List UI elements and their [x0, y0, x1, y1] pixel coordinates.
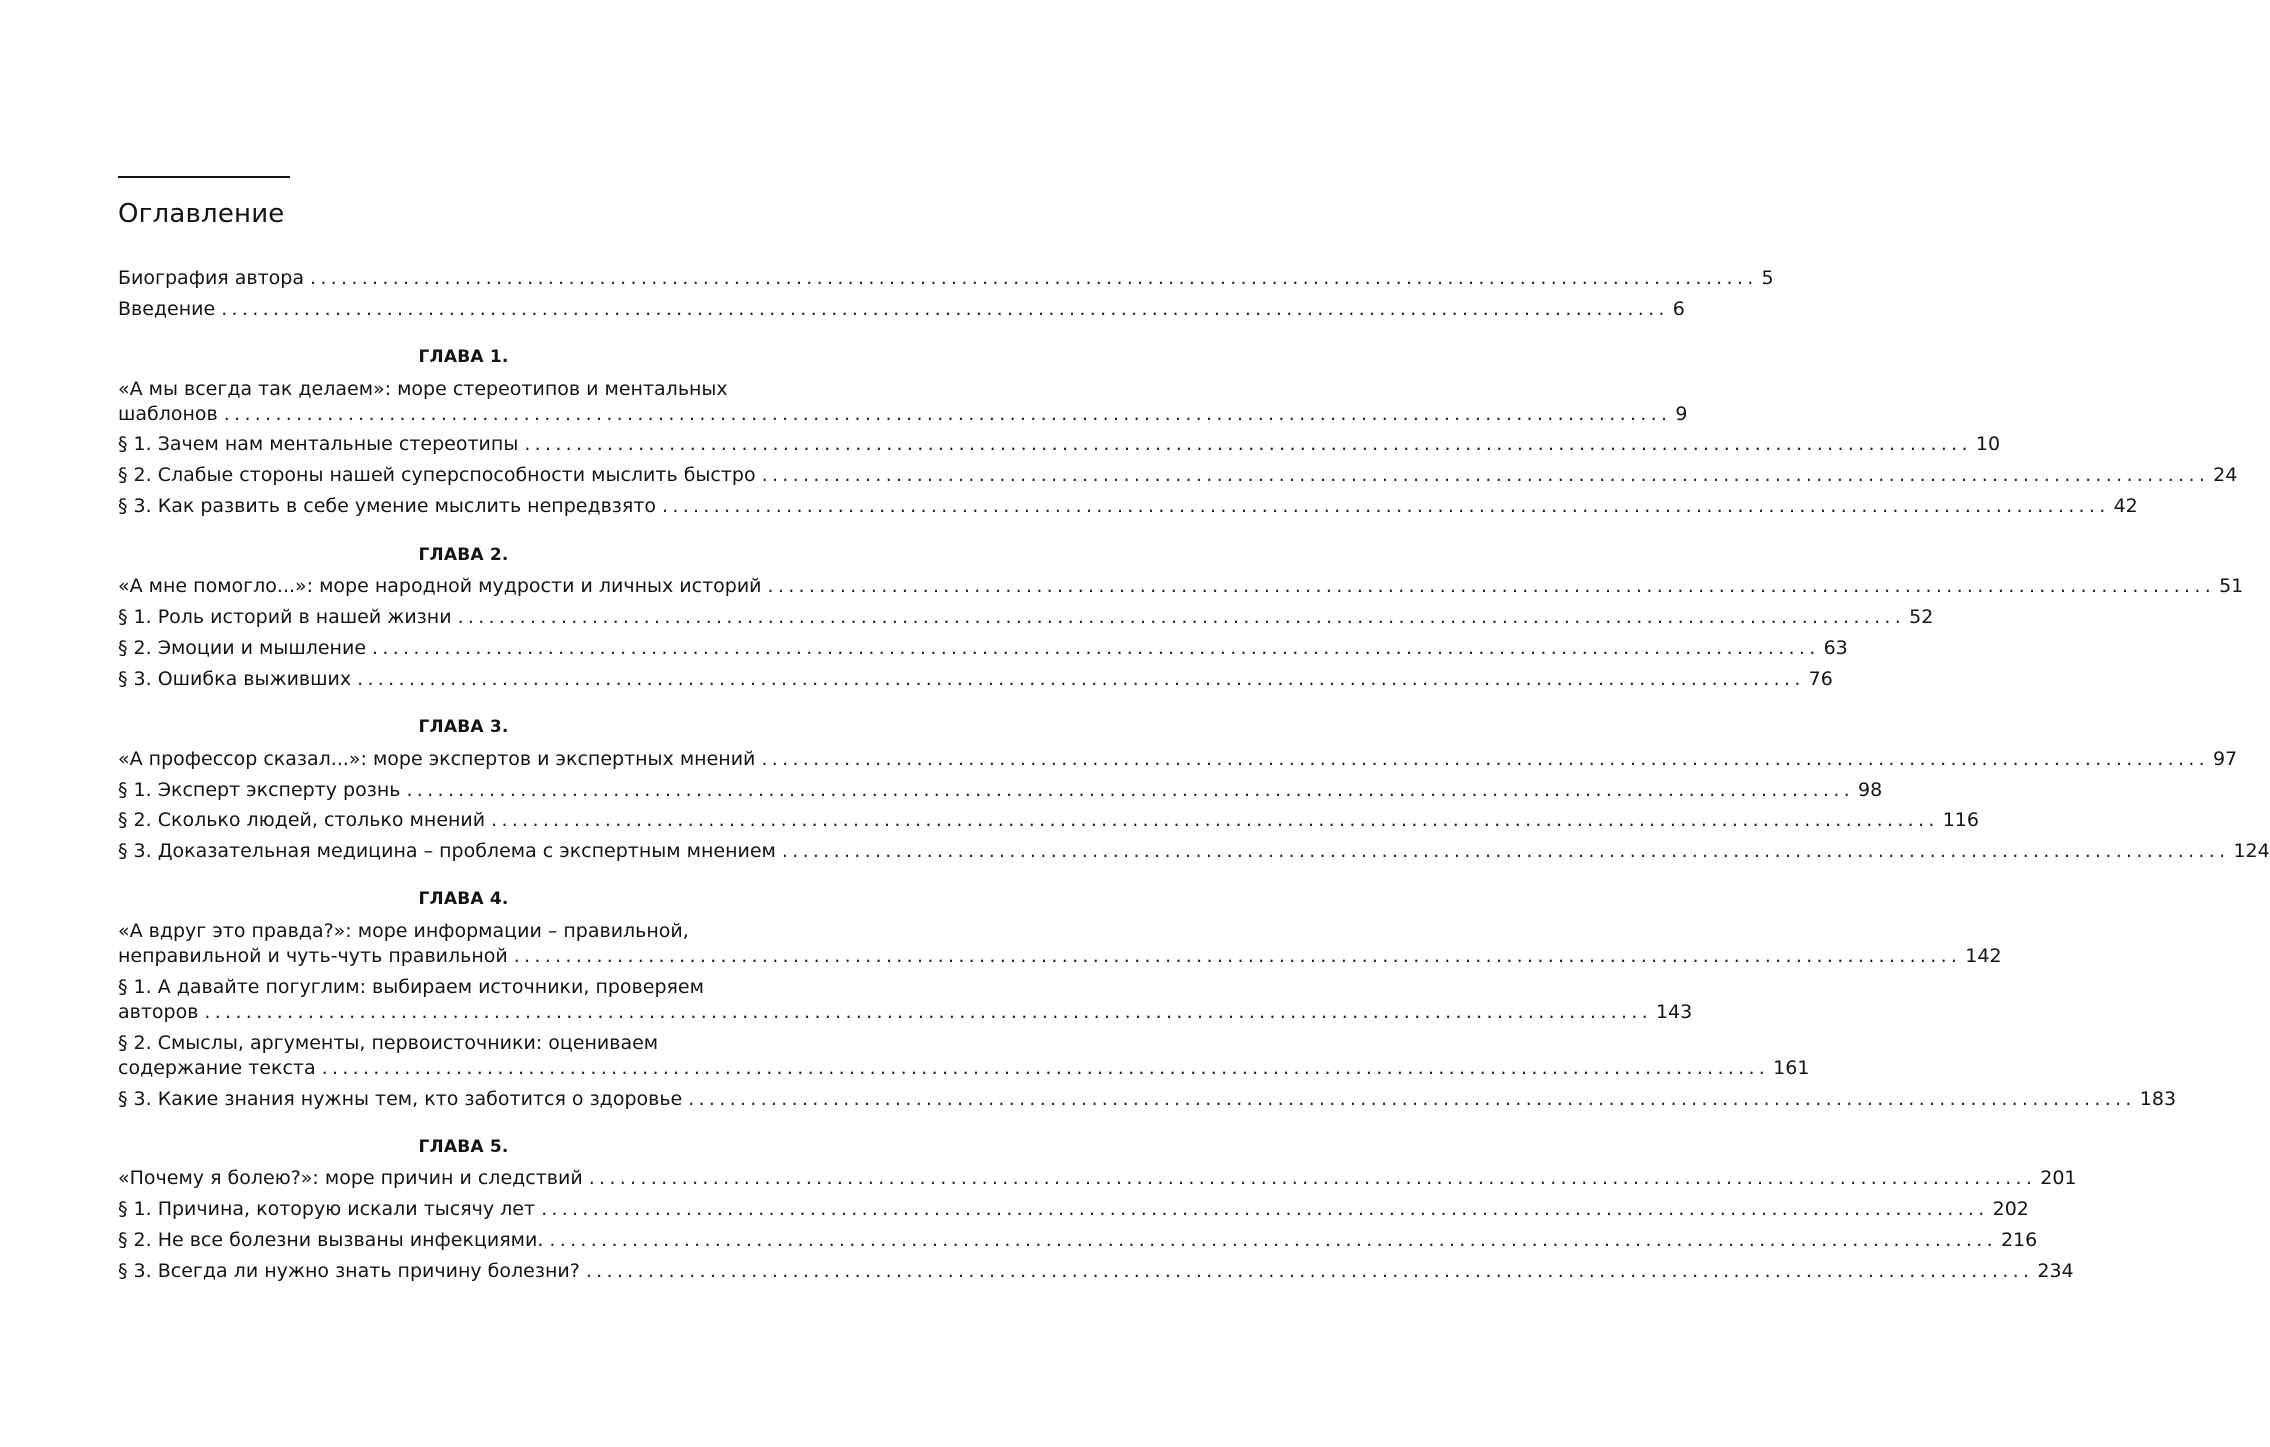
- toc-entry[interactable]: [118, 667, 1833, 692]
- page-title: Оглавление: [118, 199, 285, 229]
- toc-entry-title: Биография автора: [118, 267, 304, 289]
- toc-entry[interactable]: [118, 494, 2138, 519]
- dot-leader: ............................................................................................................................................: [588, 1167, 2037, 1189]
- toc-entry-line: [118, 667, 1833, 692]
- dot-leader: ............................................................................................................................................: [767, 575, 2216, 597]
- dot-leader: ............................................................................................................................................: [513, 944, 1962, 967]
- toc-entry[interactable]: [118, 574, 2244, 599]
- toc-entry-line: [118, 1056, 1810, 1081]
- dot-leader: ............................................................................................................................................: [662, 495, 2110, 517]
- dot-leader: ............................................................................................................................................: [491, 809, 1939, 831]
- toc-entry-title: неправильной и чуть-чуть правильной: [118, 944, 508, 967]
- dot-leader: ............................................................................................................................................: [406, 779, 1855, 801]
- dot-leader: ............................................................................................................................................: [688, 1088, 2136, 1110]
- dot-leader: ............................................................................................................................................: [321, 1056, 1770, 1079]
- toc-entry[interactable]: [118, 377, 1688, 427]
- dot-leader: ............................................................................................................................................: [761, 748, 2209, 770]
- page-number: 63: [1823, 637, 1848, 659]
- dot-leader: ............................................................................................................................................: [357, 668, 1805, 690]
- toc-entry[interactable]: [118, 636, 1848, 661]
- page-number: 24: [2213, 464, 2238, 486]
- toc-entry-title: Введение: [118, 298, 216, 320]
- chapter-heading: ГЛАВА 1.: [418, 347, 509, 367]
- dot-leader: ............................................................................................................................................: [221, 298, 1669, 320]
- toc-entry[interactable]: [118, 778, 1883, 803]
- toc-entry-intro[interactable]: [118, 297, 1685, 322]
- page-number: 42: [2113, 495, 2138, 517]
- toc-entry-line: [118, 494, 2138, 519]
- toc-entry-line: [118, 1259, 2074, 1284]
- page-number: 124: [2233, 840, 2270, 862]
- toc-entry-title: § 1. Причина, которую искали тысячу лет: [118, 1198, 536, 1220]
- toc-entry-title: § 3. Какие знания нужны тем, кто заботится о здоровье: [118, 1088, 683, 1110]
- toc-entry[interactable]: [118, 1087, 2177, 1112]
- toc-entry[interactable]: [118, 1228, 2038, 1253]
- page-number: 183: [2139, 1088, 2177, 1110]
- dot-leader: ............................................................................................................................................: [310, 267, 1758, 289]
- toc-entry-line: [118, 1031, 809, 1056]
- page-number: 142: [1965, 944, 2002, 967]
- chapter-heading: ГЛАВА 4.: [418, 889, 509, 909]
- toc-entry-title: § 3. Доказательная медицина – проблема с экспертным мнением: [118, 840, 776, 862]
- toc-entry-line: [118, 778, 1883, 803]
- dot-leader: ............................................................................................................................................: [541, 1198, 1989, 1220]
- toc-entry[interactable]: [118, 463, 2238, 488]
- page-number: 76: [1808, 668, 1833, 690]
- toc-entry-line: [118, 402, 1688, 427]
- toc-entry-title: § 2. Слабые стороны нашей суперспособности мыслить быстро: [118, 464, 756, 486]
- toc-entry-line: [118, 839, 2270, 864]
- toc-entry-line: [118, 1228, 2038, 1253]
- dot-leader: ............................................................................................................................................: [223, 402, 1672, 425]
- toc-entry-title: § 2. Эмоции и мышление: [118, 637, 367, 659]
- dot-leader: ............................................................................................................................................: [457, 606, 1906, 628]
- toc-entry[interactable]: [118, 808, 1979, 833]
- page-number: 9: [1675, 402, 1688, 425]
- toc-entry-line: [118, 266, 1774, 291]
- toc-entry[interactable]: [118, 1259, 2074, 1284]
- toc-entry-title: шаблонов: [118, 402, 218, 425]
- toc-entry-line: [118, 975, 809, 1000]
- toc-entry-title: § 2. Сколько людей, столько мнений: [118, 809, 486, 831]
- page-number: 5: [1761, 267, 1774, 289]
- page-number: 98: [1858, 779, 1883, 801]
- page-number: 97: [2212, 748, 2238, 770]
- toc-entry[interactable]: [118, 1166, 2077, 1191]
- page-number: 216: [2000, 1229, 2038, 1251]
- toc-entry-intro[interactable]: [118, 266, 1774, 291]
- toc-entry-title: «А вдруг это правда?»: море информации – правильной,: [118, 920, 689, 942]
- toc-entry-title: «А мне помогло...»: море народной мудрости и личных историй: [118, 575, 762, 597]
- toc-entry[interactable]: [118, 975, 1693, 1025]
- toc-entry-line: [118, 1000, 1693, 1025]
- toc-entry-line: [118, 377, 809, 402]
- toc-entry-title: авторов: [118, 1000, 199, 1023]
- toc-entry[interactable]: [118, 605, 1934, 630]
- toc-entry-line: [118, 1166, 2077, 1191]
- toc-entry[interactable]: [118, 839, 2270, 864]
- page-number: 6: [1672, 298, 1685, 320]
- toc-entry-title: § 1. Зачем нам ментальные стереотипы: [118, 433, 519, 455]
- chapter-heading: ГЛАВА 3.: [418, 717, 509, 737]
- page-number: 143: [1655, 1000, 1693, 1023]
- toc-entry-line: [118, 944, 2002, 969]
- dot-leader: ............................................................................................................................................: [204, 1000, 1652, 1023]
- dot-leader: ............................................................................................................................................: [524, 433, 1972, 455]
- toc-entry-line: [118, 432, 2001, 457]
- toc-entry-title: § 3. Всегда ли нужно знать причину болезни?: [118, 1260, 580, 1282]
- dot-leader: ............................................................................................................................................: [761, 464, 2210, 486]
- page-number: 161: [1773, 1056, 1810, 1079]
- toc-entry[interactable]: [118, 747, 2238, 772]
- toc-entry-title: содержание текста: [118, 1056, 316, 1079]
- toc-entry[interactable]: [118, 919, 2002, 969]
- heading-rule: [118, 176, 290, 178]
- toc-entry-title: § 1. Эксперт эксперту рознь: [118, 779, 401, 801]
- toc-entry-title: «А мы всегда так делаем»: море стереотипов и ментальных: [118, 378, 728, 400]
- page-number: 234: [2037, 1260, 2074, 1282]
- toc-entry-title: § 2. Не все болезни вызваны инфекциями.: [118, 1229, 544, 1251]
- dot-leader: ............................................................................................................................................: [372, 637, 1820, 659]
- toc-entry-line: [118, 919, 809, 944]
- toc-entry-line: [118, 636, 1848, 661]
- toc-entry-line: [118, 1197, 2029, 1222]
- toc-entry-line: [118, 1087, 2177, 1112]
- toc-entry-title: § 3. Как развить в себе умение мыслить непредвзято: [118, 495, 657, 517]
- chapter-heading: ГЛАВА 2.: [418, 545, 509, 565]
- toc-entry-title: «Почему я болею?»: море причин и следствий: [118, 1167, 583, 1189]
- toc-entry-title: «А профессор сказал...»: море экспертов и экспертных мнений: [118, 748, 756, 770]
- toc-entry-title: § 3. Ошибка выживших: [118, 668, 352, 690]
- toc-entry-title: § 2. Смыслы, аргументы, первоисточники: оцениваем: [118, 1032, 659, 1054]
- toc-entry-line: [118, 808, 1979, 833]
- page-number: 201: [2040, 1167, 2077, 1189]
- toc-entry-line: [118, 605, 1934, 630]
- page-number: 51: [2219, 575, 2244, 597]
- dot-leader: ............................................................................................................................................: [585, 1260, 2034, 1282]
- page-number: 202: [1992, 1198, 2029, 1220]
- page-number: 116: [1942, 809, 1979, 831]
- page-number: 52: [1909, 606, 1934, 628]
- chapter-heading: ГЛАВА 5.: [418, 1137, 509, 1157]
- toc-entry[interactable]: [118, 432, 2001, 457]
- toc-entry-line: [118, 463, 2238, 488]
- toc-entry-line: [118, 574, 2244, 599]
- toc-entry-line: [118, 747, 2238, 772]
- dot-leader: ............................................................................................................................................: [781, 840, 2230, 862]
- page-number: 10: [1975, 433, 2001, 455]
- dot-leader: ............................................................................................................................................: [549, 1229, 1997, 1251]
- toc-entry-line: [118, 297, 1685, 322]
- toc-entry[interactable]: [118, 1197, 2029, 1222]
- toc-entry-title: § 1. Роль историй в нашей жизни: [118, 606, 452, 628]
- toc-entry-title: § 1. А давайте погуглим: выбираем источники, проверяем: [118, 976, 704, 998]
- toc-entry[interactable]: [118, 1031, 1810, 1081]
